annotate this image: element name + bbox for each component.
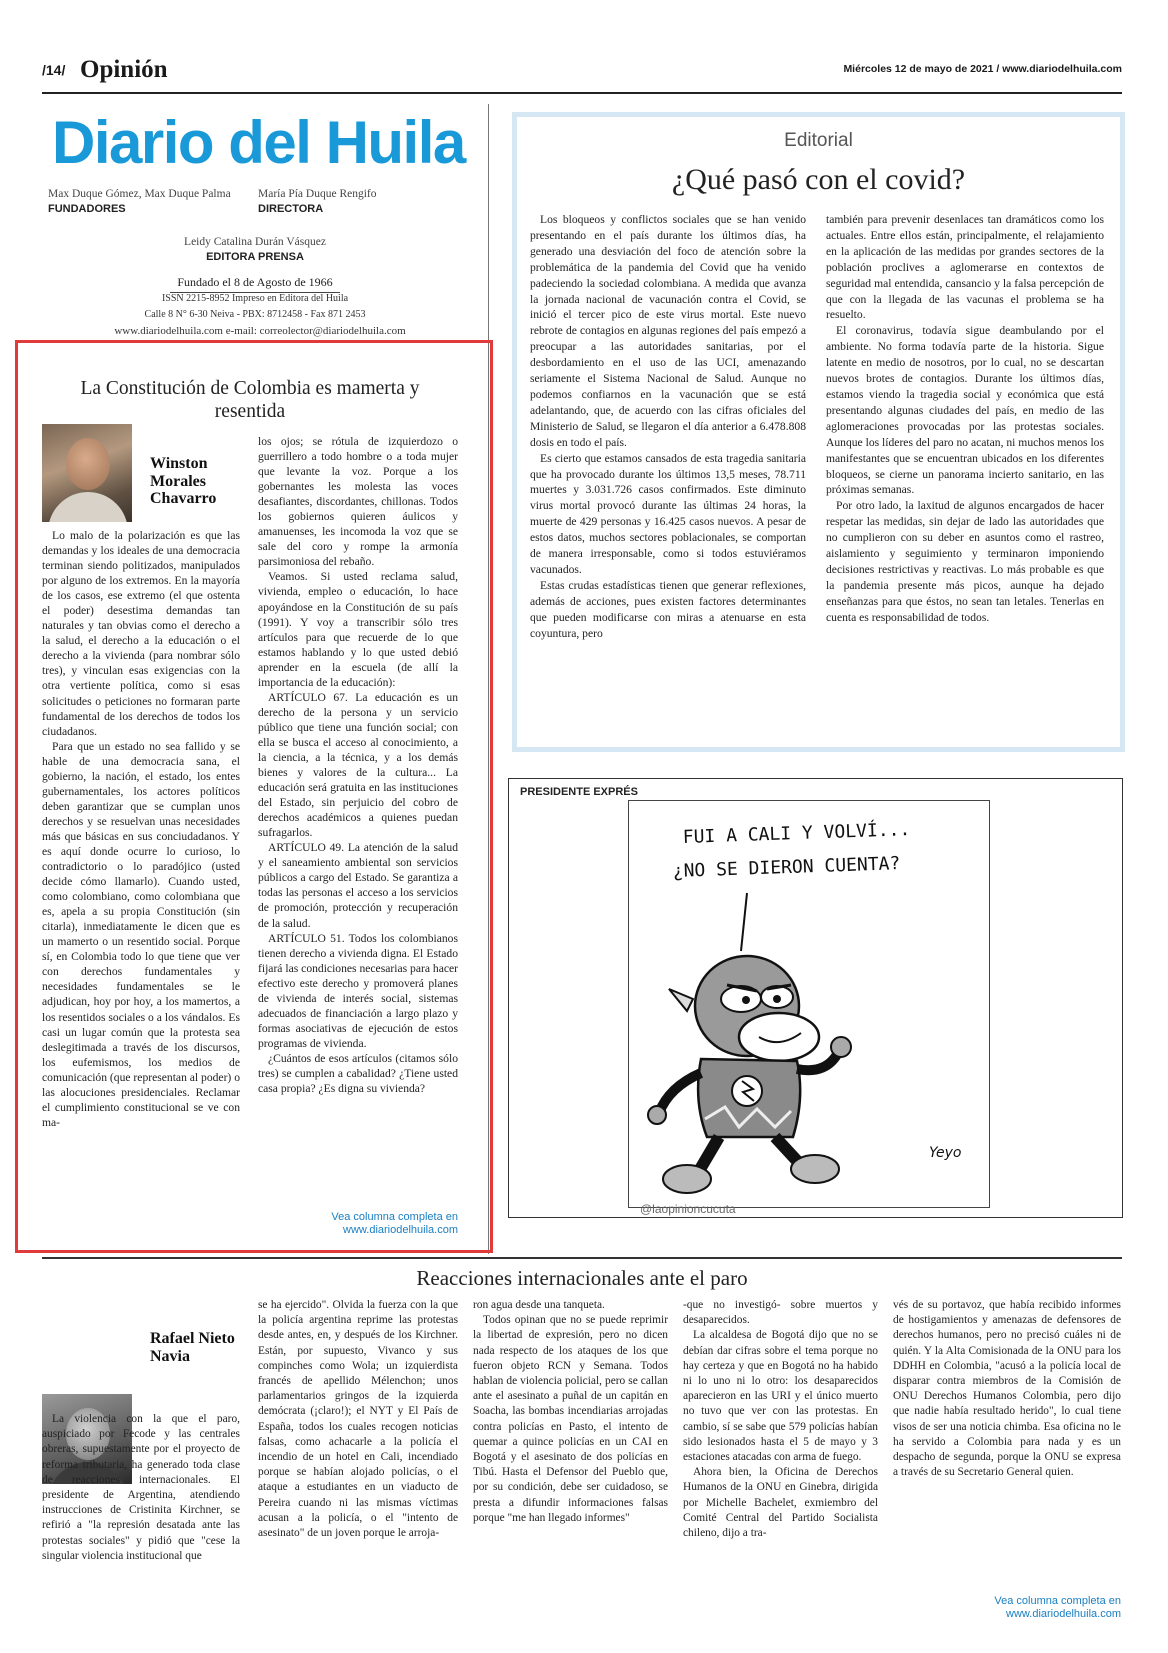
director-block [258, 188, 377, 215]
page-number: /14/ [42, 62, 66, 78]
author-photo [42, 424, 132, 522]
editorial-left-text [530, 212, 806, 712]
author-name: Winston Morales Chavarro [150, 455, 217, 507]
bottom-col-5 [893, 1298, 1121, 1580]
director-name: María Pía Duque Rengifo [258, 188, 377, 200]
column-right-text [258, 434, 458, 1194]
cartoon-signature: Yeyo [929, 1145, 962, 1161]
editorial-right-text [826, 212, 1104, 712]
column-title: La Constitución de Colombia es mamerta y resentida [80, 378, 420, 422]
paragraph: Lo malo de la polarización es que las demandas y los ideales de una democracia terminan siendo politizados, manipulados por alguno de los extremos. En la mayoría de los casos, ese extremo (el que ostenta el poder) desestima demandas tan naturales y tan obvias como el derecho a la salud, el derecho a la educación o el derecho a la vivienda (para nombrar sólo tres), y vinculan esas exigencias con la otra vertiente política, como si esas solicitudes o peticiones no formaran parte fundamental de los derechos de todos los ciudadanos. [42, 529, 240, 738]
bottom-rule [42, 1257, 1122, 1259]
paragraph: Ahora bien, la Oficina de Derechos Humanos de la ONU en Ginebra, dirigida por Michelle Bachelet, exmiembro del Comité Central del Partido Socialista chileno, dijo a tra- [683, 1466, 878, 1540]
bottom-col-1 [42, 1412, 240, 1637]
cartoon-illustration [629, 801, 991, 1209]
editor-label: EDITORA PRENSA [206, 251, 304, 263]
newspaper-logo: Diario del Huila [52, 109, 465, 176]
see-more-url: www.diariodelhuila.com [1006, 1608, 1121, 1620]
paragraph: ARTÍCULO 49. La atención de la salud y el saneamiento ambiental son servicios públicos a cargo del Estado. Se garantiza a todas las personas el acceso a los servicios de promoción, protección y recuperación de la salud. [258, 841, 458, 930]
founded-line: Fundado el 8 de Agosto de 1966 [170, 275, 340, 293]
column-left-text [42, 528, 240, 1243]
paragraph: Para que un estado no sea fallido y se hable de una democracia sana, el gobierno, la nación, el estado, los entes gubernamentales, los actores políticos deben garantizar que se cumplan unos derechos y se resuelvan unas necesidades más que básicas en sus conciudadanos. Y es aquí donde ocurre lo curioso, lo contradictorio o lo paradójico (usted decide cómo llamarlo). Cuando usted, como colombiano, como colombiana que es, apela a su propia Constitución (sin citarla), inmediatamente le dicen que es un mamerto o un resentido social. Porque sí, en Colombia todo lo que tiene que ver con derechos fundamentales y necesidades fundamentales se le adjudican, hoy por hoy, a los mamertos, a los resentidos sociales o a los vándalos. Es casi un lugar común que la protesta sea deslegitimada a través de los discursos, los eufemismos, los medios de comunicación (que representan al poder) o las alocuciones presidenciales. Reclamar el cumplimiento constitucional se ve con ma- [42, 739, 240, 1129]
director-label: DIRECTORA [258, 203, 324, 215]
paragraph: los ojos; se rótula de izquierdozo o guerrillero a todo hombre o a toda mujer que levante la voz. Porque a los gobernantes les molesta las voces desafiantes, discordantes, chillonas. Todos los gobiernos quieren áulicos y amanuenses, les incomoda la voz que se sale del coro y rompe la armonía parsimoniosa del rebaño. [258, 435, 458, 569]
paragraph: Todos opinan que no se puede reprimir la libertad de expresión, pero no dicen nada respecto de los ataques de los que fueron objeto RCN y Semana. Todos hablan de violencia policial, pero se callan ante el asesinato a puñal de un capitán en Soacha, las bombas incendiarias arrojadas contra policías en Pasto, el intento de quemar a quince policías en un CAI en Bogotá y el asesinato de dos policías en Tibú. Hasta el Defensor del Pueblo que, por su condición, debe ser cuidadoso, se presta a difundir informaciones falsas porque "me han llegado informes" [473, 1314, 668, 1524]
see-more-label: Vea columna completa en [331, 1211, 458, 1223]
cartoon-credit: @laopinioncucuta [640, 1202, 736, 1216]
author-name-2: Rafael Nieto Navia [150, 1330, 235, 1365]
web-email-line: www.diariodelhuila.com e-mail: correolector@diariodelhuila.com [114, 325, 406, 337]
editor-name: Leidy Catalina Durán Vásquez [184, 236, 326, 248]
paragraph: El coronavirus, todavía sigue deambulando por el ambiente. No forma todavía parte de la historia. Sigue latente en medio de nosotros, por lo cual, no se descartan nuevos brotes de contagios. Durante los últimos días, estamos viendo la tragedia social y económica que está presentando algunas ciudades del país, en medio de las aglomeraciones provocadas por las protestas sociales. Aunque los líderes del paro no acatan, ni muchos menos los manifestantes que se encuentran ubicados en los diferentes bloqueos, se cierne un panorama incierto sanitario, en las próximas semanas. [826, 324, 1104, 497]
see-more-link[interactable] [258, 1211, 458, 1237]
bottom-col-2 [258, 1298, 458, 1638]
top-rule [42, 92, 1122, 94]
paragraph: Estas crudas estadísticas tienen que generar reflexiones, además de acciones, pues existen factores determinantes que pueden modificarse con miras a atenuarse en esta coyuntura, pero [530, 578, 806, 640]
paragraph: Por otro lado, la laxitud de algunos encargados de hacer respetar las medidas, sin dejar de lado las autoridades que no cumplieron con su deber en asuntos como el rastreo, aislamiento y seguimiento y terminaron imponiendo decisiones restrictivas y reactivas. Lo más probable es que la pandemia presente más picos, aunque ha dejado enseñanzas para que éstos, no sean tan letales. Tenerlas en cuenta es responsabilidad de todos. [826, 499, 1104, 624]
paragraph: La violencia con la que el paro, auspiciado por Fecode y las centrales obreras, supuestamente por el proyecto de reforma tributaria, ha generado toda clase de reacciones internacionales. El presidente de Argentina, atendiendo instrucciones de Cristinita Kirchner, se refirió a "la represión desatada ante las protestas sociales" y pidió que "cese la singular violencia institucional que [42, 1413, 240, 1562]
see-more-label: Vea columna completa en [994, 1595, 1121, 1607]
editor-block [150, 236, 360, 263]
bottom-col-4 [683, 1298, 878, 1638]
paragraph: Veamos. Si usted reclama salud, vivienda, empleo o educación, lo hace apoyándose en la Constitución de su país (1991). Y voy a transcribir sólo tres artículos para que recuerde de lo que estamos hablando y lo que usted debió aprender en la escuela (de allí la importancia de la educación): [258, 570, 458, 689]
issn-line: ISSN 2215-8952 Impreso en Editora del Huila [161, 293, 349, 304]
section-name: Opinión [80, 56, 168, 83]
paragraph: La alcaldesa de Bogotá dijo que no se debían dar cifras sobre el tema porque no hay certeza y que en Bogotá no ha habido ni lo uno ni lo otro: los desaparecidos aparecieron en las URI y el único muerto no tuvo que ver con las protestas. En cambio, sí se sabe que 579 policías habían sido lesionados hasta el 5 de mayo y 3 estaciones atacadas con arma de fuego. [683, 1329, 878, 1464]
cartoon-label: PRESIDENTE EXPRÉS [520, 786, 638, 798]
address-line: Calle 8 N° 6-30 Neiva - PBX: 8712458 - Fax 871 2453 [144, 309, 366, 320]
paragraph: también para prevenir desenlaces tan dramáticos como los actuales. Entre ellos están, principalmente, el relajamiento en la aplicación de las medidas por grandes sectores de la población proclives a aglomerarse en contextos de seguridad mal entendida, cansancio y la falsa percepción de que con la llegada de las vacunas el problema se ha resuelto. [826, 213, 1104, 322]
paragraph: Los bloqueos y conflictos sociales que se han venido presentando en el país durante los últimos días, ha generado una desviación del foco de atención sobre la problemática de la pandemia del Covid que ha venido padeciendo la sociedad colombiana. A medida que avanza la jornada nacional de vacunación contra el Covid, se inició el tercer pico de este virus mortal. Este nuevo rebrote de contagios en algunas regiones del país empezó a preocupar a las autoridades sanitarias, por el desbordamiento en el uso de las UCI, amenazando seriamente el Sistema Nacional de Salud. Aunque no podemos confiarnos en la vacunación que se está adelantando, que, de acuerdo con las cifras oficiales del Ministerio de Salud, se llegaron el día anterior a 6.478.808 dosis en todo el país. [530, 213, 806, 449]
bottom-col-3 [473, 1298, 668, 1638]
paragraph: ¿Cuántos de esos artículos (citamos sólo tres) se cumplen a cabalidad? ¿Tiene usted casa propia? ¿Es digna su vivienda? [258, 1051, 458, 1096]
editorial-title: ¿Qué pasó con el covid? [671, 163, 966, 196]
founders-label: FUNDADORES [48, 203, 126, 215]
paragraph: Es cierto que estamos cansados de esta tragedia sanitaria que ha provocado durante los últimos 13,5 meses, 78.711 muertes y 3.031.726 casos confirmados. Este diminuto virus mortal provocó durante las últimas 24 horas, la muerte de 429 personas y 16.425 casos nuevos. A pesar de estos datos, muchos sectores poblacionales, se comportan de manera irresponsable, como si todos estuviéramos vacunados. [530, 451, 806, 576]
cartoon-panel [628, 800, 990, 1208]
editorial-kicker: Editorial [784, 130, 853, 151]
paragraph: ARTÍCULO 67. La educación es un derecho de la persona y un servicio público que tiene una función social; con ella se busca el acceso al conocimiento, a la ciencia, a la técnica, y a los demás bienes y valores de la cultura... La educación será gratuita en las instituciones del Estado, sin perjuicio del cobro de derechos académicos a quienes puedan sufragarlos. [258, 690, 458, 840]
paragraph: se ha ejercido". Olvida la fuerza con la que la policía argentina reprime las protestas desde antes, en, y después de los Kirchner. Están, por supuesto, Vivanco y sus compinches como Wola; un izquierdista francés de apellido Mélenchon; unos parlamentarios gringos de la izquierda demócrata (¡claro!); el NYT y El País de España, todos los cuales recogen noticias falsas, como achacarle a la policía el incendio de un hotel en Cali, incendiado porque se habían alojado policías, o el ataque a estudiantes en un viaducto de Pereira cuando ni las mismas víctimas acusan a la policía, o el "intento de asesinato" de un joven porque le arroja- [258, 1299, 458, 1540]
cartoon-speech-line-2: ¿NO SE DIERON CUENTA? [672, 853, 901, 882]
cartoon-speech-line-1: FUI A CALI Y VOLVÍ... [682, 819, 911, 848]
see-more-url: www.diariodelhuila.com [343, 1224, 458, 1236]
paragraph: -que no investigó- sobre muertos y desaparecidos. [683, 1299, 878, 1327]
founders-names: Max Duque Gómez, Max Duque Palma [48, 188, 231, 200]
paragraph: ron agua desde una tanqueta. [473, 1299, 605, 1311]
founders-block [48, 188, 231, 215]
bottom-column-title: Reacciones internacionales ante el paro [416, 1266, 748, 1290]
paragraph: ARTÍCULO 51. Todos los colombianos tienen derecho a vivienda digna. El Estado fijará las condiciones necesarias para hacer efectivo este derecho y promoverá planes de vivienda de interés social, sistemas adecuados de financiación a largo plazo y formas asociativas de ejecución de estos programas de vivienda. [258, 931, 458, 1050]
date-line: Miércoles 12 de mayo de 2021 / www.diariodelhuila.com [843, 63, 1122, 75]
see-more-link-2[interactable] [893, 1595, 1121, 1621]
paragraph: vés de su portavoz, que había recibido informes de hostigamientos y amenazas de defensores de derechos humanos, pero no precisó cuáles ni de quién. Y la Alta Comisionada de la ONU para los DDHH en Colombia, "acusó a la policía local de disparar contra miembros de la Comisión de ONU Derechos Humanos Colombia, pero dijo que nadie había resultado herido", lo cual tiene visos de ser una noticia chimba. Esa oficina no le ha servido a Colombia para nada y es un despacho de segunda, porque la ONU se expresa a través de su Secretario General quien. [893, 1299, 1121, 1479]
